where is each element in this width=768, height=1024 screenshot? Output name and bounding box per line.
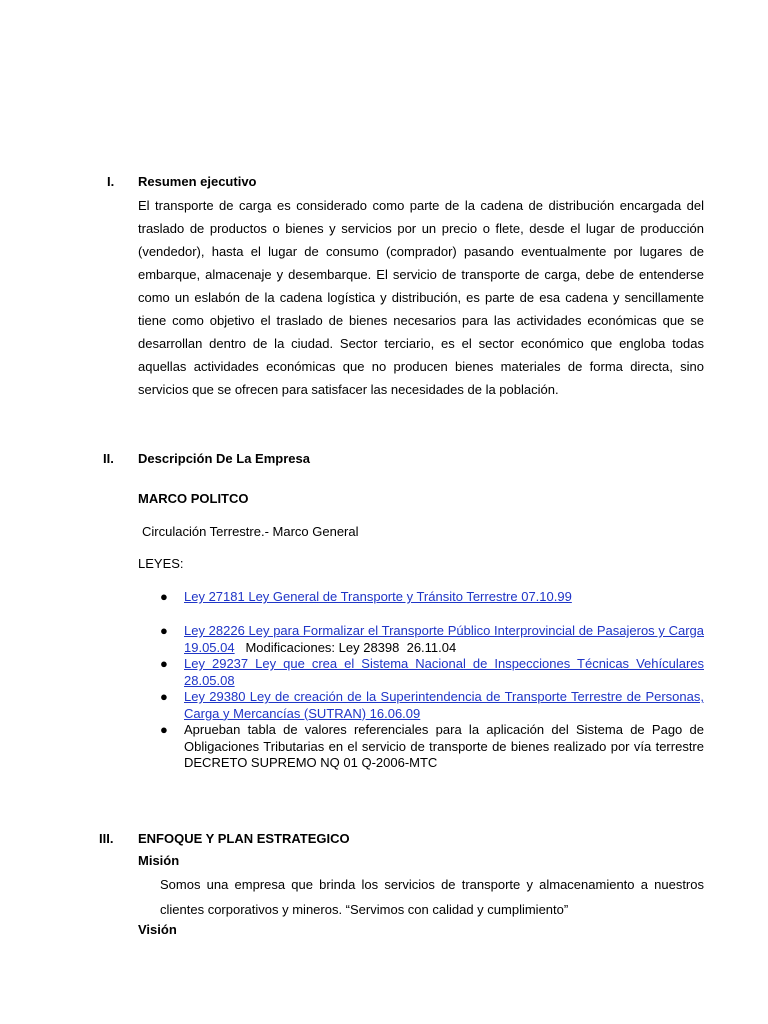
- mision-text: Somos una empresa que brinda los servicios de transporte y almacenamiento a nuestros clientes corporativos y mineros. “Servimos con calidad y cumplimiento”: [160, 877, 704, 917]
- bullet-icon: ●: [160, 656, 168, 671]
- section-3-title: ENFOQUE Y PLAN ESTRATEGICO: [138, 831, 350, 846]
- law-item: [160, 623, 704, 656]
- law-item: [160, 656, 704, 689]
- law-link[interactable]: Ley 27181 Ley General de Transporte y Tránsito Terrestre 07.10.99: [184, 589, 572, 604]
- bullet-icon: ●: [160, 623, 168, 638]
- law-note: Aprueban tabla de valores referenciales para la aplicación del Sistema de Pago de Obligaciones Tributarias en el servicio de transporte de bienes realizado por vía terrestre DECRETO SUPREMO NQ 01 Q-2006-MTC: [184, 722, 704, 770]
- law-link[interactable]: Ley 28226 Ley para Formalizar el Transporte Público Interprovincial de Pasajeros y Carga 19.05.04: [184, 623, 704, 655]
- law-item: [160, 722, 704, 772]
- bullet-icon: ●: [160, 689, 168, 704]
- law-note: Modificaciones: Ley 28398 26.11.04: [234, 639, 457, 655]
- mision-label: Misión: [138, 853, 180, 868]
- section-1-paragraph: El transporte de carga es considerado como parte de la cadena de distribución encargada del traslado de productos o bienes y servicios por un precio o flete, desde el lugar de producción (vendedor), hasta el lugar de consumo (comprador) pasando eventualmente por lugares de embarque, almacenaje y desembarque. El servicio de transporte de carga, debe de entenderse como un eslabón de la cadena logística y distribución, es parte de esa cadena y sencillamente tiene como objetivo el traslado de bienes necesarios para las actividades económicas que se desarrollan dentro de la ciudad. Sector terciario, es el sector económico que engloba todas aquellas actividades económicas que no producen bienes materiales de forma directa, sino servicios que se ofrecen para satisfacer las necesidades de la población.: [138, 198, 704, 397]
- section-1-number: I.: [107, 174, 115, 189]
- section-1-title: Resumen ejecutivo: [138, 174, 257, 189]
- marco-politico-heading: MARCO POLITCO: [138, 491, 249, 506]
- law-link[interactable]: Ley 29380 Ley de creación de la Superintendencia de Transporte Terrestre de Personas, Carga y Mercancías (SUTRAN) 16.06.09: [184, 689, 704, 721]
- section-2-number: II.: [103, 451, 114, 466]
- bullet-icon: ●: [160, 589, 168, 604]
- bullet-icon: ●: [160, 722, 168, 737]
- section-3-number: III.: [99, 831, 114, 846]
- laws-label: LEYES:: [138, 556, 184, 571]
- marco-general-subtitle: Circulación Terrestre.- Marco General: [142, 524, 359, 539]
- section-2-title: Descripción De La Empresa: [138, 451, 310, 466]
- law-item: [160, 689, 704, 722]
- law-item: [160, 589, 704, 606]
- vision-label: Visión: [138, 922, 177, 937]
- law-link[interactable]: Ley 29237 Ley que crea el Sistema Nacional de Inspecciones Técnicas Vehículares 28.05.08: [184, 656, 704, 688]
